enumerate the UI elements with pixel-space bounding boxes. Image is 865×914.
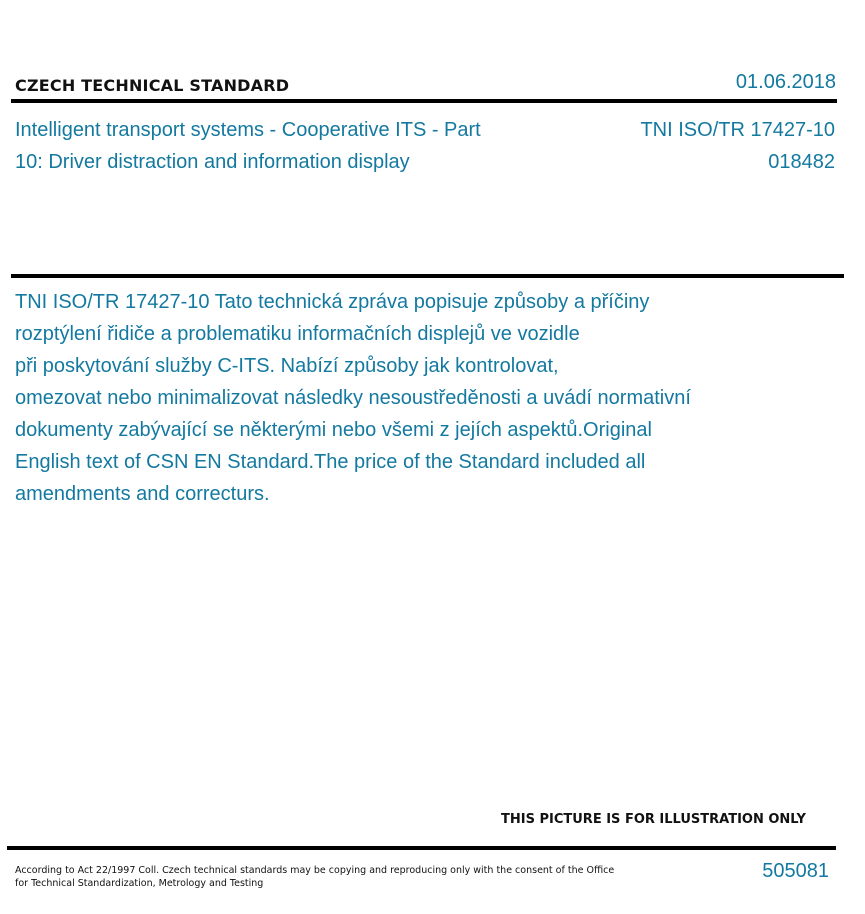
description-line: amendments and correcturs.	[15, 483, 270, 505]
header-divider	[11, 99, 837, 103]
description-line: English text of CSN EN Standard.The price of the Standard included all	[15, 451, 646, 473]
document-title-line: 10: Driver distraction and information display	[15, 151, 410, 173]
description-line: TNI ISO/TR 17427-10 Tato technická zpráva popisuje způsoby a příčiny	[15, 291, 650, 313]
legal-notice-line: for Technical Standardization, Metrology and Testing	[15, 878, 264, 889]
footer-code: 505081	[762, 860, 829, 882]
description-line: rozptýlení řidiče a problematiku informačních displejů ve vozidle	[15, 323, 580, 345]
legal-notice	[15, 864, 615, 890]
standard-type-heading: CZECH TECHNICAL STANDARD	[15, 76, 290, 95]
catalog-number: 018482	[768, 151, 835, 173]
footer-divider	[7, 846, 836, 850]
section-divider	[11, 274, 844, 278]
description-line: omezovat nebo minimalizovat následky nesoustředěnosti a uvádí normativní	[15, 387, 691, 409]
document-identifiers	[640, 114, 835, 178]
description-line: při poskytování služby C-ITS. Nabízí způsoby jak kontrolovat,	[15, 355, 559, 377]
document-title-line: Intelligent transport systems - Cooperative ITS - Part	[15, 119, 481, 141]
publication-date: 01.06.2018	[735, 71, 836, 93]
illustration-notice: THIS PICTURE IS FOR ILLUSTRATION ONLY	[501, 812, 806, 827]
description-line: dokumenty zabývající se některými nebo všemi z jejích aspektů.Original	[15, 419, 652, 441]
document-title	[15, 114, 535, 178]
document-description	[15, 286, 775, 510]
legal-notice-line: According to Act 22/1997 Coll. Czech technical standards may be copying and reproducing only with the consent of the Office	[15, 865, 615, 876]
document-designation: TNI ISO/TR 17427-10	[640, 119, 835, 141]
